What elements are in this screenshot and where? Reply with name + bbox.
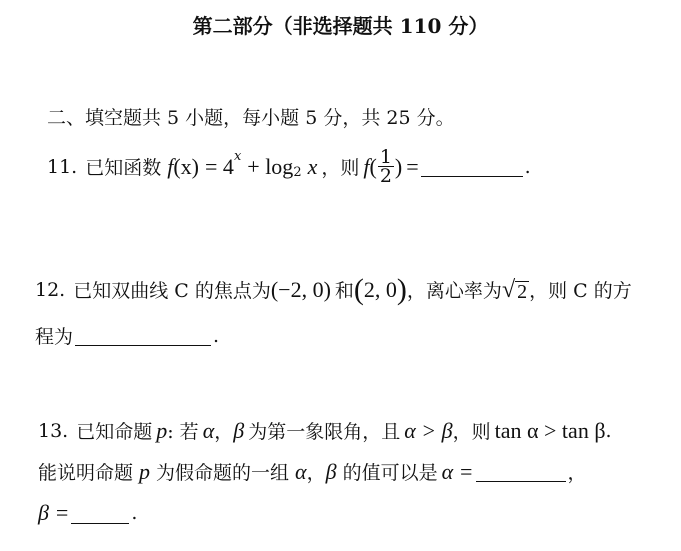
q11-then: ，则 [321, 157, 360, 179]
q13-number: 13. [38, 419, 69, 442]
q13-line2c: 的值可以是 [342, 462, 438, 484]
q13-alpha: α [202, 417, 215, 443]
q11-rparen: ) [394, 153, 403, 179]
question-13 [38, 417, 612, 444]
q11-x: (x) [173, 153, 200, 179]
q12-sqrt-value: 2 [517, 280, 528, 303]
page-title: 第二部分（非选择题共 110 分） [192, 14, 489, 38]
q13-dot1: . [605, 419, 612, 442]
q13-tan-inequality: tan α > tan β [494, 417, 606, 443]
q11-lparen: ( [369, 153, 377, 179]
q13-alpha-eq: α = [441, 458, 474, 484]
q11-number: 11. [47, 155, 78, 178]
q13-beta-eq: β = [38, 500, 70, 525]
q11-period: . [524, 155, 531, 178]
q13-inequality: α > β [404, 417, 453, 443]
q11-eq: = 4 [205, 153, 234, 179]
question-13-line2 [38, 458, 587, 485]
q12-number: 12. [35, 278, 66, 301]
sqrt-icon: √ [501, 276, 516, 303]
q13-alpha-answer-blank[interactable] [476, 461, 566, 482]
q12-lparen: ( [353, 272, 364, 306]
q13-text3: 为第一象限角，且 [248, 421, 401, 443]
q13-p2: p [139, 458, 151, 484]
q11-numerator: 1 [379, 146, 392, 168]
q13-beta-answer-blank[interactable] [71, 503, 129, 524]
q13-text4: ，则 [452, 421, 491, 443]
q13-beta2: β [325, 458, 337, 484]
q11-sup: x [233, 149, 242, 164]
question-12-line2 [35, 322, 219, 349]
q12-sqrt [502, 278, 529, 302]
q12-text3: ，则 C 的方 [529, 280, 632, 302]
q11-f2: f [363, 153, 370, 179]
q11-answer-blank[interactable] [421, 156, 523, 177]
q12-answer-blank[interactable] [75, 325, 211, 346]
q11-plus-log: + log [247, 153, 294, 179]
q13-text2: : 若 [167, 421, 199, 443]
q12-text1: 已知双曲线 C 的焦点为 [73, 280, 271, 302]
section-heading: 二、填空题共 5 小题，每小题 5 分，共 25 分。 [47, 107, 455, 129]
q13-p: p [156, 417, 168, 443]
q11-sub: 2 [293, 165, 302, 180]
q13-line2b: 为假命题的一组 [156, 462, 290, 484]
q12-focus2: 2, 0 [363, 276, 397, 302]
q11-denominator: 2 [379, 165, 392, 187]
q12-and: 和 [334, 280, 354, 302]
q13-text1: 已知命题 [76, 421, 153, 443]
q11-text: 已知函数 [85, 157, 162, 179]
q12-text2: ，离心率为 [406, 280, 502, 302]
q11-fraction [378, 148, 394, 185]
q13-beta: β [233, 417, 245, 443]
question-11 [47, 148, 531, 185]
question-13-line3 [38, 500, 137, 526]
q13-comma1: ， [214, 421, 234, 443]
question-12 [35, 272, 632, 306]
q13-comma2: ， [306, 462, 326, 484]
q12-rparen: ) [396, 272, 407, 306]
q13-dot2: . [131, 502, 138, 524]
q11-f: f [167, 153, 174, 179]
q13-line2a: 能说明命题 [38, 462, 134, 484]
q11-eq2: = [406, 153, 419, 179]
q13-comma3: ， [567, 462, 587, 484]
q13-alpha2: α [295, 458, 307, 484]
q11-x2: x [307, 153, 318, 179]
q12-focus1: (−2, 0) [270, 276, 331, 302]
q12-period: . [213, 324, 220, 347]
q12-line2: 程为 [35, 326, 74, 348]
